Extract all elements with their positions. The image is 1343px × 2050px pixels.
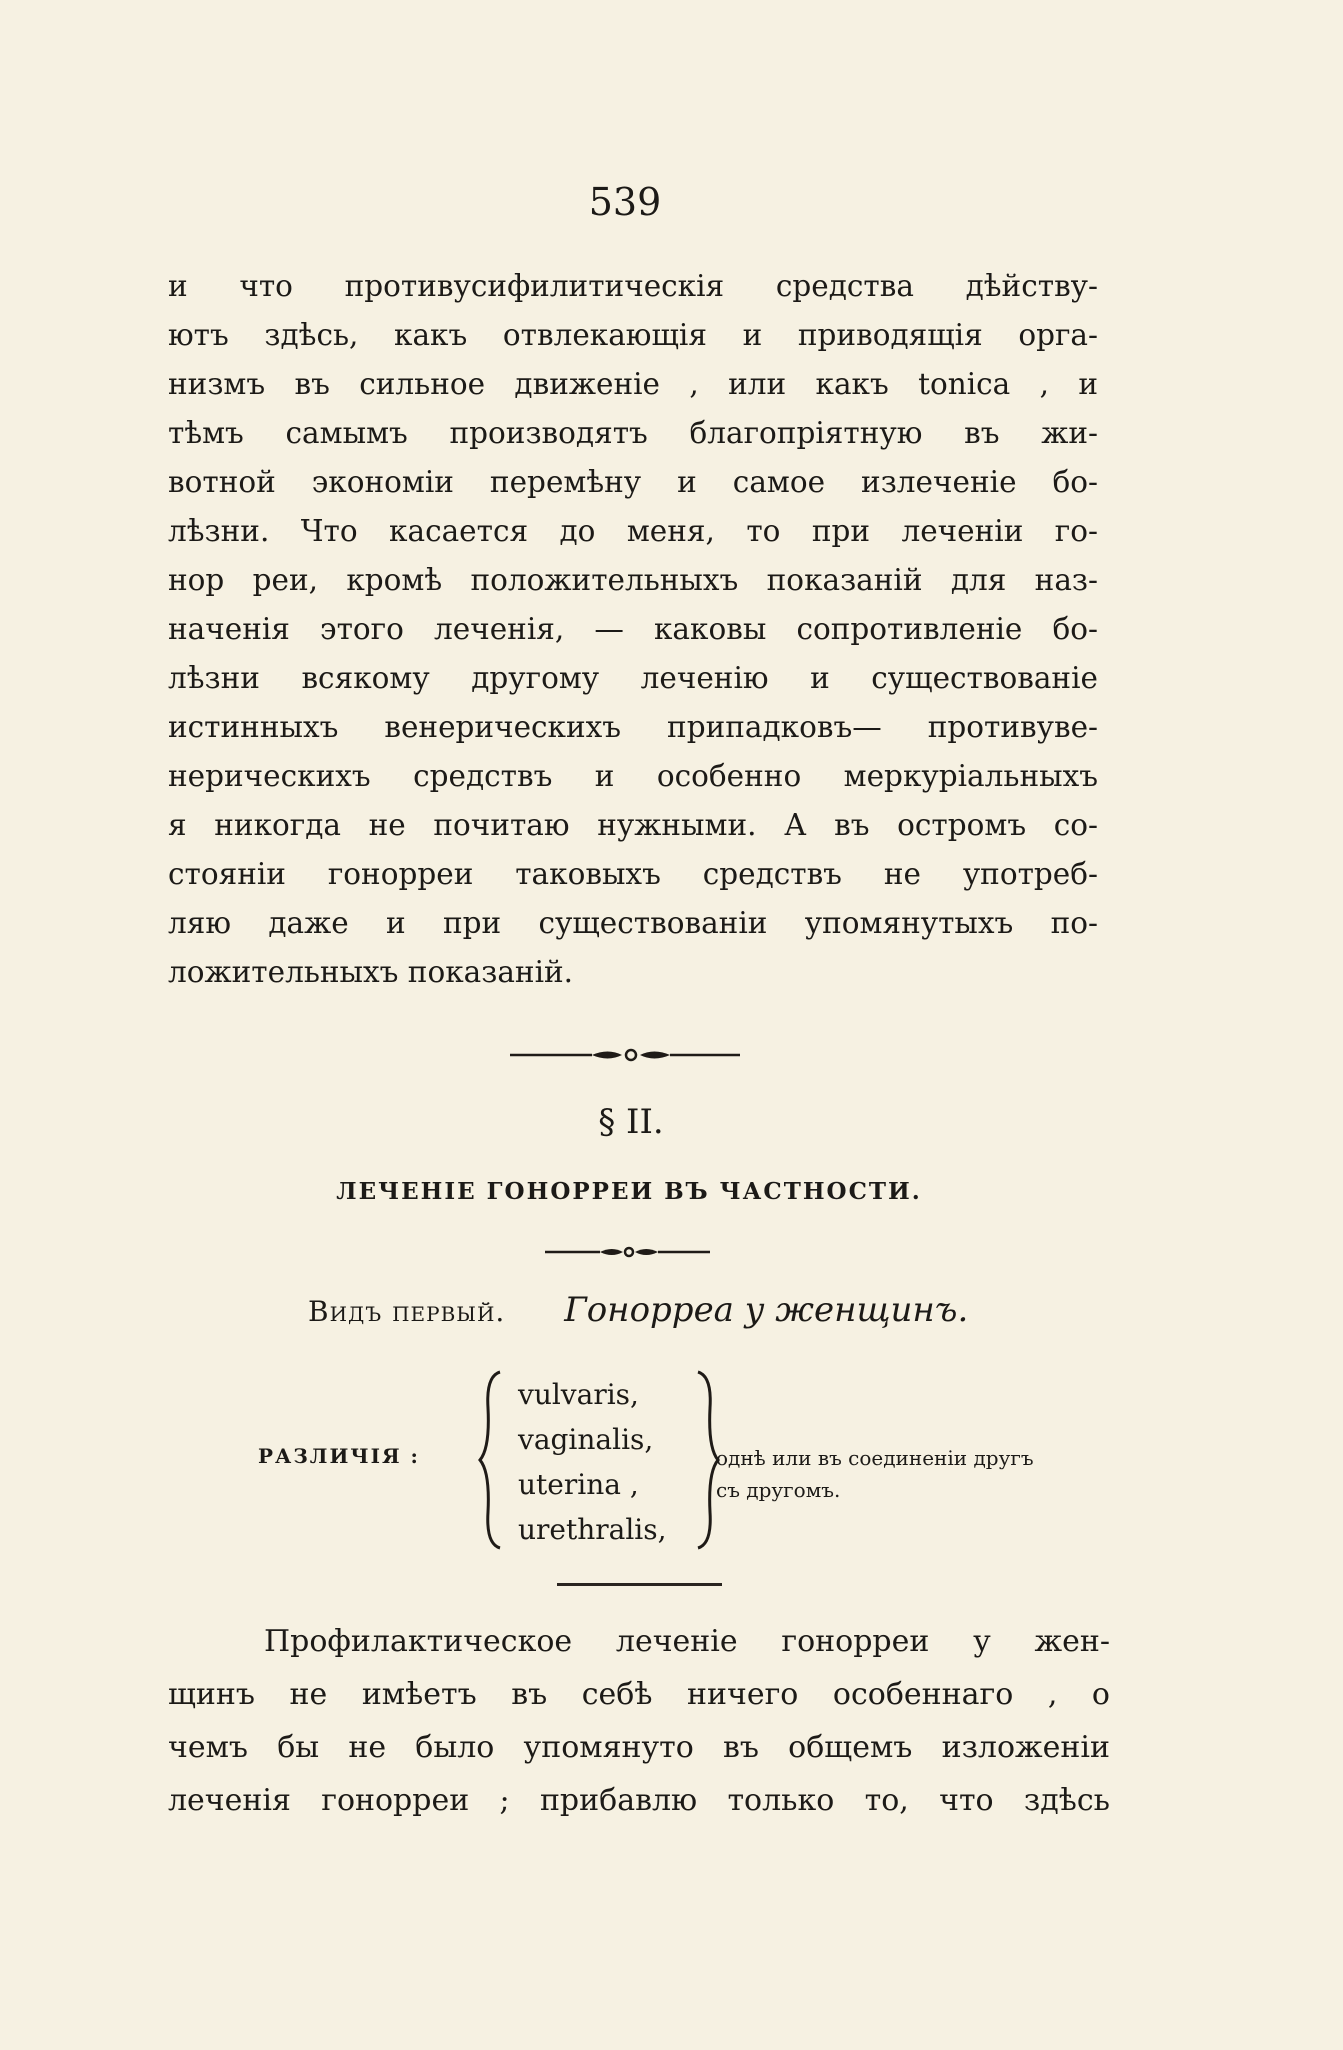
bottom-paragraph [168, 1615, 1110, 1827]
page-number: 539 [588, 180, 662, 224]
left-brace [476, 1368, 506, 1552]
text-line: чемъ бы не было упомянуто въ общемъ изложеніи [168, 1730, 1110, 1765]
text-line: я никогда не почитаю нужными. А въ остромъ со- [168, 808, 1098, 842]
text-line: лѣзни всякому другому леченію и существованіе [168, 661, 1098, 695]
text-line: щинъ не имѣетъ въ себѣ ничего особеннаго , о [168, 1677, 1110, 1712]
text-line: леченія гонорреи ; прибавлю только то, что здѣсь [168, 1783, 1110, 1818]
section-number: § II. [598, 1102, 664, 1142]
differences-label: РАЗЛИЧІЯ : [258, 1444, 420, 1468]
text-line: и что противусифилитическія средства дѣйству- [168, 269, 1098, 303]
combination-line: однѣ или въ соединеніи другъ [716, 1446, 1034, 1470]
type-item: vulvaris, [518, 1378, 639, 1411]
text-line: нерическихъ средствъ и особенно меркуріальныхъ [168, 759, 1098, 793]
combination-line: съ другомъ. [716, 1478, 841, 1502]
kind-label: Видъ первый. [308, 1295, 506, 1328]
kind-title: Гонорреа у женщинъ. [564, 1290, 969, 1330]
ornament-divider [545, 1243, 710, 1261]
horizontal-rule [557, 1583, 722, 1586]
text-line: стояніи гонорреи таковыхъ средствъ не употреб- [168, 857, 1098, 891]
text-line: ютъ здѣсь, какъ отвлекающія и приводящія орга- [168, 318, 1098, 352]
text-line: наченія этого леченія, — каковы сопротивленіе бо- [168, 612, 1098, 646]
text-line: тѣмъ самымъ производятъ благопріятную въ жи- [168, 416, 1098, 450]
combination-note [716, 1442, 1034, 1506]
type-item: uterina , [518, 1468, 639, 1501]
text-line: истинныхъ венерическихъ припадковъ— противуве- [168, 710, 1098, 744]
text-line: Профилактическое леченіе гонорреи у жен- [264, 1624, 1110, 1659]
kind-heading [308, 1290, 968, 1330]
top-paragraph [168, 262, 1098, 997]
text-line: ложительныхъ показаній. [168, 955, 574, 989]
text-line: вотной экономіи перемѣну и самое излеченіе бо- [168, 465, 1098, 499]
section-title: ЛЕЧЕНІЕ ГОНОРРЕИ ВЪ ЧАСТНОСТИ. [336, 1178, 922, 1205]
type-item: urethralis, [518, 1513, 667, 1546]
gonorrhea-types [518, 1372, 667, 1552]
type-item: vaginalis, [518, 1423, 654, 1456]
text-line: низмъ въ сильное движеніе , или какъ tonica , и [168, 367, 1098, 401]
text-line: нор реи, кромѣ положительныхъ показаній для наз- [168, 563, 1098, 597]
text-line: ляю даже и при существованіи упомянутыхъ по- [168, 906, 1098, 940]
text-line: лѣзни. Что касается до меня, то при леченіи го- [168, 514, 1098, 548]
ornament-divider [510, 1045, 740, 1065]
